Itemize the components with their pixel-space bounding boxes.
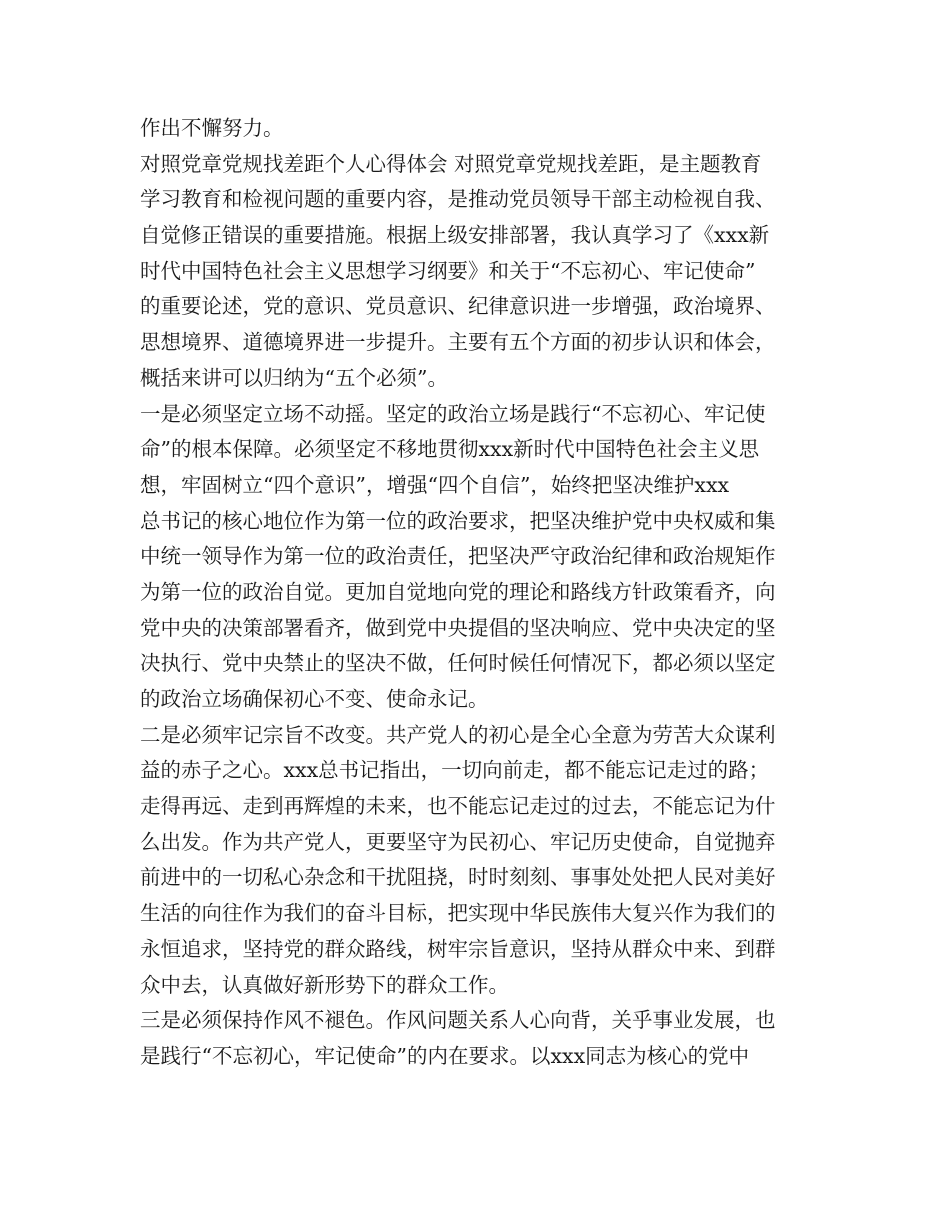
text-line: 永恒追求，坚持党的群众路线，树牢宗旨意识，坚持从群众中来、到群: [140, 936, 776, 961]
text-line: 是践行“不忘初心，牢记使命”的内在要求。以xxx同志为核心的党中: [140, 1043, 750, 1068]
text-line: 的政治立场确保初心不变、使命永记。: [140, 687, 489, 711]
text-line: 命”的根本保障。必须坚定不移地贯彻xxx新时代中国特色社会主义思: [140, 437, 760, 462]
text-line: 么出发。作为共产党人，更要坚守为民初心、牢记历史使命，自觉抛弃: [140, 829, 776, 854]
text-line: 党中央的决策部署看齐，做到党中央提倡的坚决响应、党中央决定的坚: [140, 615, 776, 640]
text-line: 时代中国特色社会主义思想学习纲要》和关于“不忘初心、牢记使命”: [140, 258, 756, 283]
text-line: 益的赤子之心。xxx总书记指出，一切向前走，都不能忘记走过的路；: [140, 758, 770, 783]
text-line: 二是必须牢记宗旨不改变。共产党人的初心是全心全意为劳苦大众谋利: [140, 722, 776, 747]
text-line: 生活的向往作为我们的奋斗目标，把实现中华民族伟大复兴作为我们的: [140, 901, 776, 926]
text-line: 一是必须坚定立场不动摇。坚定的政治立场是践行“不忘初心、牢记使: [140, 401, 766, 426]
text-line: 总书记的核心地位作为第一位的政治要求，把坚决维护党中央权威和集: [140, 508, 776, 533]
text-line: 中统一领导作为第一位的政治责任，把坚决严守政治纪律和政治规矩作: [140, 544, 776, 569]
text-line: 前进中的一切私心杂念和干扰阻挠，时时刻刻、事事处处把人民对美好: [140, 865, 776, 890]
text-line: 作出不懈努力。: [140, 116, 284, 140]
text-line: 的重要论述，党的意识、党员意识、纪律意识进一步增强，政治境界、: [140, 294, 776, 319]
text-line: 对照党章党规找差距个人心得体会 对照党章党规找差距，是主题教育: [140, 151, 762, 176]
text-line: 学习教育和检视问题的重要内容，是推动党员领导干部主动检视自我、: [140, 187, 776, 212]
text-line: 思想境界、道德境界进一步提升。主要有五个方面的初步认识和体会，: [140, 330, 776, 355]
document-body: [140, 111, 830, 1075]
text-line: 走得再远、走到再辉煌的未来，也不能忘记走过的过去，不能忘记为什: [140, 794, 776, 819]
text-line: 为第一位的政治自觉。更加自觉地向党的理论和路线方针政策看齐，向: [140, 579, 776, 604]
text-line: 决执行、党中央禁止的坚决不做，任何时候任何情况下，都必须以坚定: [140, 651, 776, 676]
text-line: 众中去，认真做好新形势下的群众工作。: [140, 972, 509, 997]
text-line: 三是必须保持作风不褪色。作风问题关系人心向背，关乎事业发展，也: [140, 1008, 776, 1033]
text-line: 概括来讲可以归纳为“五个必须”。: [140, 365, 448, 390]
text-line: 想，牢固树立“四个意识”，增强“四个自信”，始终把坚决维护xxx: [140, 472, 730, 497]
text-line: 自觉修正错误的重要措施。根据上级安排部署，我认真学习了《xxx新: [140, 223, 770, 248]
